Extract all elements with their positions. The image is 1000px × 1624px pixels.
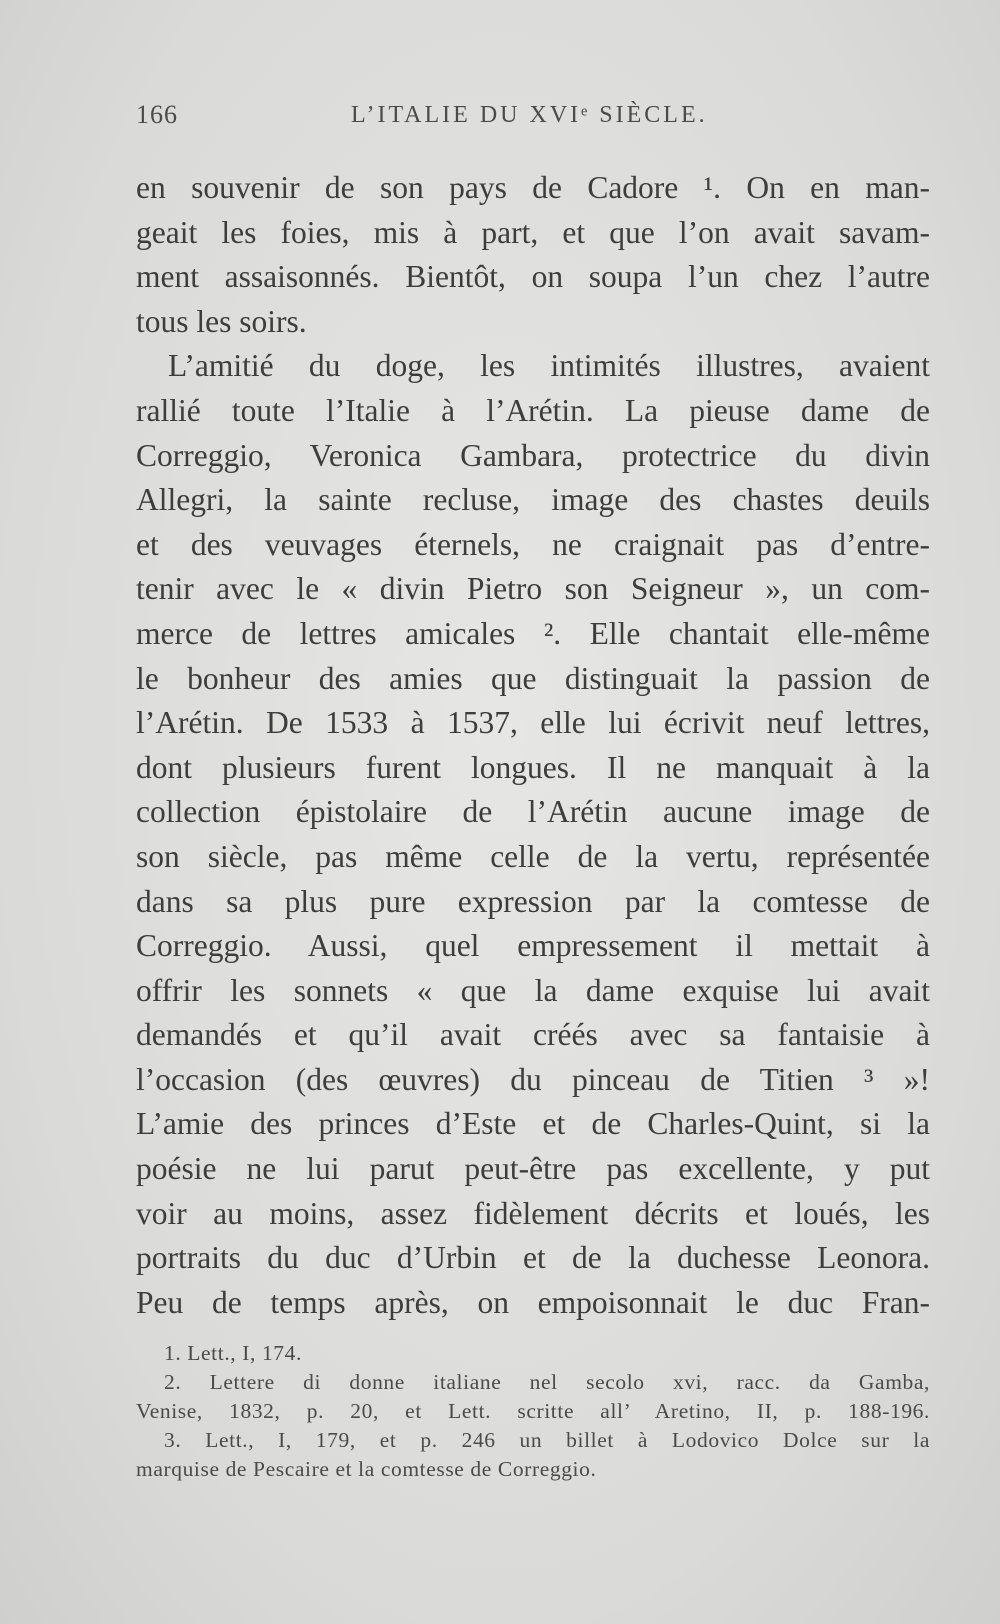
body-line: offrir les sonnets « que la dame exquise lui avait	[136, 972, 930, 1008]
footnote-line: Venise, 1832, p. 20, et Lett. scritte all’ Aretino, II, p. 188-196.	[136, 1399, 930, 1423]
footnote-line: 1. Lett., I, 174.	[164, 1341, 302, 1365]
footnotes	[136, 1339, 930, 1484]
body-line: son siècle, pas même celle de la vertu, représentée	[136, 838, 930, 874]
page-number: 166	[136, 100, 178, 129]
body-text	[136, 166, 930, 1325]
body-line: demandés et qu’il avait créés avec sa fantaisie à	[136, 1017, 930, 1053]
body-line: dont plusieurs furent longues. Il ne manquait à la	[136, 749, 930, 785]
footnote-line: 2. Lettere di donne italiane nel secolo xvi, racc. da Gamba,	[164, 1370, 930, 1394]
body-line: collection épistolaire de l’Arétin aucune image de	[136, 794, 930, 830]
body-line: Allegri, la sainte recluse, image des chastes deuils	[136, 482, 930, 518]
body-line: le bonheur des amies que distinguait la passion de	[136, 660, 930, 696]
running-title: L’ITALIE DU XVIᵉ SIÈCLE.	[351, 102, 708, 128]
page-header	[136, 100, 930, 140]
body-line: Correggio, Veronica Gambara, protectrice du divin	[136, 437, 930, 473]
body-line: ment assaisonnés. Bientôt, on soupa l’un chez l’autre	[136, 259, 930, 295]
body-line: l’Arétin. De 1533 à 1537, elle lui écrivit neuf lettres,	[136, 705, 930, 741]
body-line: rallié toute l’Italie à l’Arétin. La pieuse dame de	[136, 392, 930, 428]
body-line: dans sa plus pure expression par la comtesse de	[136, 883, 930, 919]
footnote-line: 3. Lett., I, 179, et p. 246 un billet à Lodovico Dolce sur la	[164, 1428, 930, 1452]
body-line: Peu de temps après, on empoisonnait le duc Fran-	[136, 1284, 930, 1320]
body-line: poésie ne lui parut peut-être pas excellente, y put	[136, 1151, 930, 1187]
body-line: l’occasion (des œuvres) du pinceau de Titien ³ »!	[136, 1061, 930, 1097]
body-line: L’amitié du doge, les intimités illustres, avaient	[168, 348, 930, 384]
body-line: et des veuvages éternels, ne craignait pas d’entre-	[136, 526, 930, 562]
body-line: tous les soirs.	[136, 303, 307, 339]
body-line: geait les foies, mis à part, et que l’on avait savam-	[136, 214, 930, 250]
body-line: tenir avec le « divin Pietro son Seigneur », un com-	[136, 571, 930, 607]
body-line: en souvenir de son pays de Cadore ¹. On en man-	[136, 170, 930, 205]
footnote-line: marquise de Pescaire et la comtesse de Correggio.	[136, 1457, 597, 1481]
body-line: Correggio. Aussi, quel empressement il mettait à	[136, 928, 930, 964]
body-line: portraits du duc d’Urbin et de la duchesse Leonora.	[136, 1240, 930, 1276]
body-line: merce de lettres amicales ². Elle chantait elle-même	[136, 615, 930, 651]
body-line: L’amie des princes d’Este et de Charles-Quint, si la	[136, 1106, 930, 1142]
body-line: voir au moins, assez fidèlement décrits et loués, les	[136, 1195, 930, 1231]
